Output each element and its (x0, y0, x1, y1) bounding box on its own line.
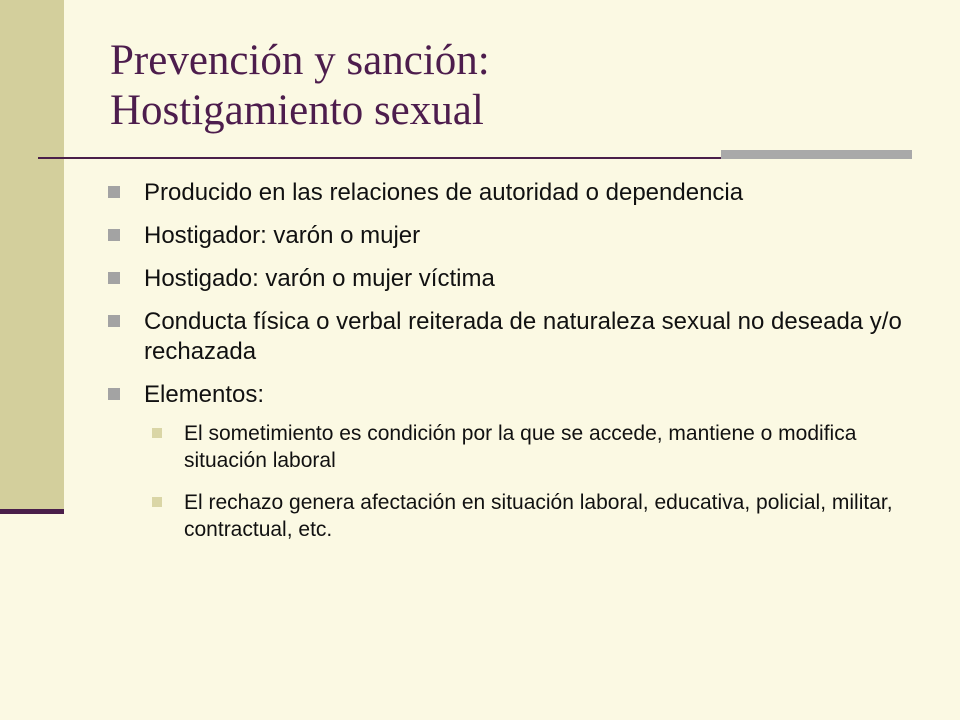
bullet-item (106, 307, 906, 367)
bullet-item (106, 221, 906, 251)
bullet-text: Hostigador: varón o mujer (144, 222, 421, 249)
sub-bullet-list (144, 420, 906, 543)
side-decorative-band (0, 0, 64, 510)
square-bullet-icon (108, 315, 120, 327)
sub-bullet-text: El sometimiento es condición por la que se accede, mantiene o modifica situación laboral (184, 422, 857, 472)
square-bullet-icon (108, 229, 120, 241)
title-rule-accent (721, 150, 912, 159)
sub-bullet-item (142, 420, 906, 474)
slide-title (110, 36, 930, 136)
slide-title-line-2: Hostigamiento sexual (110, 87, 484, 134)
bullet-item (106, 178, 906, 208)
bullet-text: Producido en las relaciones de autoridad o dependencia (144, 179, 744, 206)
bullet-item (106, 264, 906, 294)
sub-bullet-text: El rechazo genera afectación en situación laboral, educativa, policial, militar, contractual, etc. (184, 491, 893, 541)
square-sub-bullet-icon (152, 428, 162, 438)
bullet-text: Conducta física o verbal reiterada de naturaleza sexual no deseada y/o rechazada (144, 308, 902, 365)
square-bullet-icon (108, 186, 120, 198)
square-bullet-icon (108, 388, 120, 400)
square-sub-bullet-icon (152, 497, 162, 507)
slide-title-line-1: Prevención y sanción: (110, 37, 490, 84)
square-bullet-icon (108, 272, 120, 284)
bullet-list (106, 178, 906, 558)
bullet-item (106, 380, 906, 543)
bullet-text: Hostigado: varón o mujer víctima (144, 265, 495, 292)
side-band-cap-line (0, 509, 64, 514)
sub-bullet-item (142, 489, 906, 543)
bullet-text: Elementos: (144, 381, 265, 408)
